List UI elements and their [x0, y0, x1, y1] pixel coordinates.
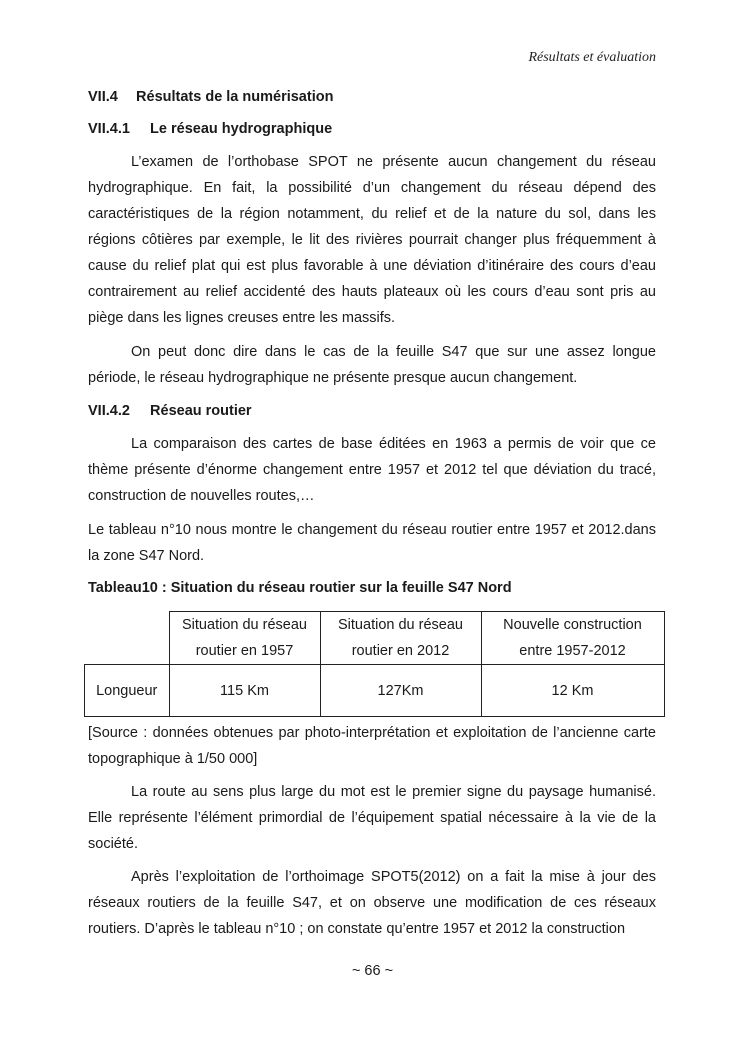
paragraph: La route au sens plus large du mot est le premier signe du paysage humanisé. Elle représente l’élément primordial de l’équipement spatial nécessaire à la vie de la société. — [88, 784, 656, 852]
table-header-cell — [320, 612, 481, 665]
header-line: routier en 2012 — [351, 643, 450, 659]
table-corner-cell — [85, 612, 170, 665]
section-heading-vii-4 — [88, 89, 333, 105]
table-row — [85, 665, 665, 717]
paragraph: Après l’exploitation de l’orthoimage SPOT5(2012) on a fait la mise à jour des réseaux routiers de la feuille S47, et on observe une modification de ces réseaux routiers. D’après le tableau n°10 ; on constate qu’entre 1957 et 2012 la construction — [88, 869, 656, 937]
section-title: Réseau routier — [150, 403, 252, 419]
row-label: Longueur — [85, 665, 170, 717]
header-line: entre 1957-2012 — [519, 643, 626, 659]
table-cell: 127Km — [320, 665, 481, 717]
header-line: Situation du réseau — [338, 617, 463, 633]
table-caption: Tableau10 : Situation du réseau routier sur la feuille S47 Nord — [88, 580, 512, 596]
table-cell: 12 Km — [481, 665, 664, 717]
header-line: Situation du réseau — [182, 617, 307, 633]
section-heading-vii-4-2 — [88, 403, 252, 419]
header-line: routier en 1957 — [195, 643, 294, 659]
section-number: VII.4.1 — [88, 121, 130, 137]
section-title: Le réseau hydrographique — [150, 121, 333, 137]
section-number: VII.4 — [88, 89, 118, 105]
section-heading-vii-4-1 — [88, 121, 332, 137]
paragraph: Le tableau n°10 nous montre le changement du réseau routier entre 1957 et 2012.dans la zone S47 Nord. — [88, 522, 656, 564]
header-line: Nouvelle construction — [503, 617, 642, 633]
table-cell: 115 Km — [169, 665, 320, 717]
source-note: [Source : données obtenues par photo-interprétation et exploitation de l’ancienne carte topographique à 1/50 000] — [88, 725, 656, 767]
page-number: ~ 66 ~ — [351, 963, 394, 979]
table-header-cell — [481, 612, 664, 665]
road-network-table — [84, 611, 665, 717]
table-header-row — [85, 612, 665, 665]
paragraph: La comparaison des cartes de base éditées en 1963 a permis de voir que ce thème présente d’énorme changement entre 1957 et 2012 tel que déviation du tracé, construction de nouvelles routes,… — [88, 436, 656, 504]
paragraph: On peut donc dire dans le cas de la feuille S47 que sur une assez longue période, le réseau hydrographique ne présente presque aucun changement. — [88, 344, 656, 386]
paragraph: L’examen de l’orthobase SPOT ne présente aucun changement du réseau hydrographique. En fait, la possibilité d’un changement du réseau dépend des caractéristiques de la région notamment, du relief et de la nature du sol, dans les régions côtières par exemple, le lit des rivières pourrait changer plus fréquemment à cause du relief plat qui est plus favorable à une déviation d’itinéraire des cours d’eau contrairement au relief accidenté des hauts plateaux où les cours d’eau sont pris au piège dans les lignes creuses entre les massifs. — [88, 154, 656, 326]
section-number: VII.4.2 — [88, 403, 130, 419]
table-header-cell — [169, 612, 320, 665]
section-title: Résultats de la numérisation — [136, 89, 334, 105]
running-header: Résultats et évaluation — [528, 50, 656, 65]
